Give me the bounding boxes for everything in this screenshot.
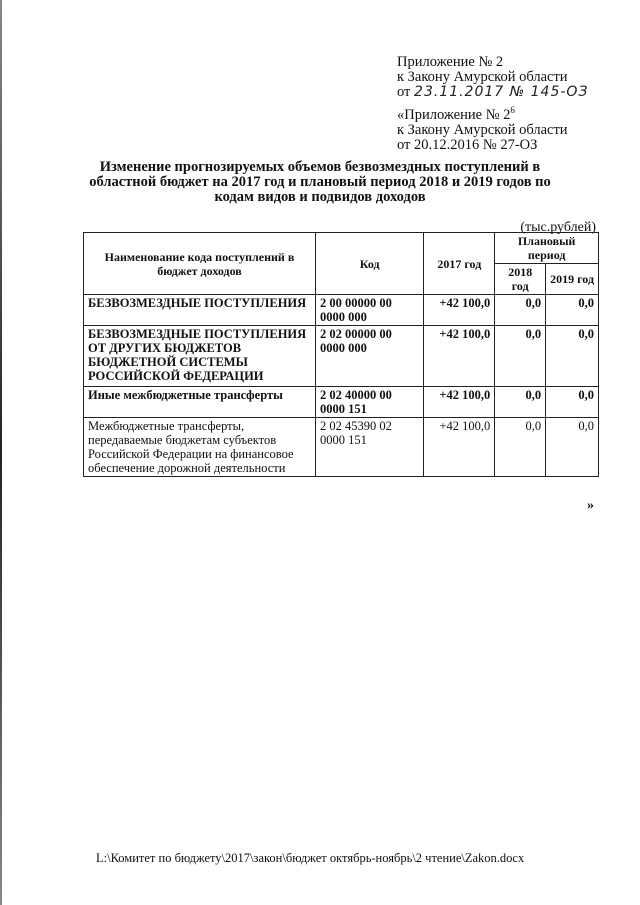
header-name: Наименование кода поступлений в бюджет доходов xyxy=(84,233,316,295)
appendix-law: к Закону Амурской области xyxy=(397,69,568,85)
row-2018: 0,0 xyxy=(495,326,546,387)
row-2017: +42 100,0 xyxy=(424,387,495,418)
footer-file-path: L:\Комитет по бюджету\2017\закон\бюджет октябрь-ноябрь\2 чтение\Zakon.docx xyxy=(96,851,525,865)
row-2019: 0,0 xyxy=(546,418,599,477)
header-code: Код xyxy=(316,233,424,295)
appendix-ref-number-text: «Приложение № 2 xyxy=(397,106,511,123)
row-name: БЕЗВОЗМЕЗДНЫЕ ПОСТУПЛЕНИЯ xyxy=(84,295,316,326)
scan-edge xyxy=(0,0,2,905)
table-row xyxy=(84,326,599,387)
appendix-block xyxy=(397,55,588,100)
row-code: 2 00 00000 00 0000 000 xyxy=(316,295,424,326)
row-name: Межбюджетные трансферты, передаваемые бюджетам субъектов Российской Федерации на финансовое обеспечение дорожной деятельности xyxy=(84,418,316,477)
title-line-3: кодам видов и подвидов доходов xyxy=(214,189,426,205)
row-name: БЕЗВОЗМЕЗДНЫЕ ПОСТУПЛЕНИЯ ОТ ДРУГИХ БЮДЖЕТОВ БЮДЖЕТНОЙ СИСТЕМЫ РОССИЙСКОЙ ФЕДЕРАЦИИ xyxy=(84,326,316,387)
row-code: 2 02 45390 02 0000 151 xyxy=(316,418,424,477)
title-line-2: областной бюджет на 2017 год и плановый период 2018 и 2019 годов по xyxy=(89,174,551,190)
appendix-date-prefix: от xyxy=(397,84,411,100)
header-2017: 2017 год xyxy=(424,233,495,295)
handwritten-date-number: 23.11.2017 № 145-ОЗ xyxy=(414,84,589,100)
row-2017: +42 100,0 xyxy=(424,295,495,326)
appendix-date-line xyxy=(397,85,588,100)
appendix-reference-block xyxy=(397,103,568,153)
table-header-row xyxy=(84,233,599,264)
table-row xyxy=(84,295,599,326)
appendix-ref-date: от 20.12.2016 № 27-ОЗ xyxy=(397,136,538,153)
row-2017: +42 100,0 xyxy=(424,418,495,477)
row-name: Иные межбюджетные трансферты xyxy=(84,387,316,418)
row-code: 2 02 40000 00 0000 151 xyxy=(316,387,424,418)
row-2017: +42 100,0 xyxy=(424,326,495,387)
appendix-ref-law: к Закону Амурской области xyxy=(397,121,568,138)
row-2018: 0,0 xyxy=(495,387,546,418)
appendix-ref-superscript: 6 xyxy=(510,105,515,115)
budget-table xyxy=(83,232,599,477)
row-2018: 0,0 xyxy=(495,418,546,477)
header-planned-period: Плановый период xyxy=(495,233,599,264)
row-2018: 0,0 xyxy=(495,295,546,326)
closing-quote: » xyxy=(587,498,594,513)
table-row xyxy=(84,418,599,477)
table-row xyxy=(84,387,599,418)
document-title xyxy=(70,160,570,205)
row-2019: 0,0 xyxy=(546,326,599,387)
header-2019: 2019 год xyxy=(546,264,599,295)
unit-label: (тыс.рублей) xyxy=(520,220,596,235)
appendix-number: Приложение № 2 xyxy=(397,54,504,70)
header-2018: 2018 год xyxy=(495,264,546,295)
row-2019: 0,0 xyxy=(546,387,599,418)
title-line-1: Изменение прогнозируемых объемов безвозмездных поступлений в xyxy=(99,159,541,175)
row-code: 2 02 00000 00 0000 000 xyxy=(316,326,424,387)
appendix-ref-number xyxy=(397,103,568,123)
row-2019: 0,0 xyxy=(546,295,599,326)
